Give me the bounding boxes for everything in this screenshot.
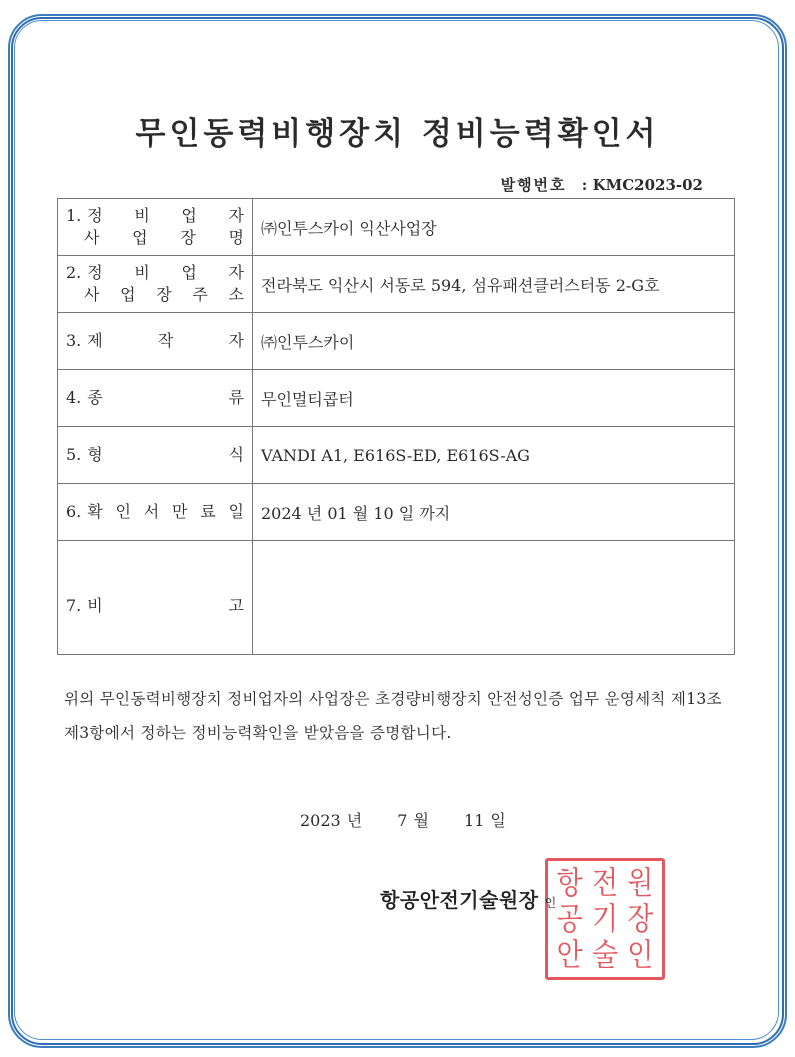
certificate-table: [57, 198, 735, 655]
issuer-name: 항공안전기술원장: [380, 888, 539, 912]
table-row-type: [58, 370, 735, 427]
issuer-signature: [380, 884, 557, 913]
seal-glyph: 안: [556, 937, 583, 973]
row-label: 3. 제 작 자: [58, 313, 253, 370]
seal-mark: 인: [544, 896, 557, 910]
seal-glyph: 항: [556, 865, 583, 901]
seal-glyph: 기: [591, 901, 619, 937]
issue-number-label: 발행번호: [500, 176, 567, 194]
issue-day: 11: [464, 811, 485, 830]
seal-glyph: 술: [591, 937, 619, 973]
document-title: 무인동력비행장치 정비능력확인서: [135, 116, 660, 152]
seal-glyph: 원: [627, 865, 654, 901]
row-label: 2. 정 비 업 자 사 업 장 주 소: [58, 256, 253, 313]
type-value: 무인멀티콥터: [253, 370, 735, 427]
issue-number-value: KMC2023-02: [592, 176, 703, 194]
seal-glyph: 공: [556, 901, 583, 937]
expiry-date-value: 2024 년 01 월 10 일 까지: [253, 484, 735, 541]
table-row-business-name: [58, 199, 735, 256]
issue-month: 7: [397, 811, 408, 830]
table-row-remarks: [58, 541, 735, 655]
table-row-business-address: [58, 256, 735, 313]
certification-statement: 위의 무인동력비행장치 정비업자의 사업장은 초경량비행장치 안전성인증 업무 운영세칙 제13조 제3항에서 정하는 정비능력확인을 받았음을 증명합니다.: [64, 690, 722, 742]
row-label: 5. 형 식: [58, 427, 253, 484]
seal-glyph: 전: [591, 865, 619, 901]
business-address-value: 전라북도 익산시 서동로 594, 섬유패션클러스터동 2-G호: [253, 256, 735, 313]
model-value: VANDI A1, E616S-ED, E616S-AG: [253, 427, 735, 484]
issue-date: 2023 년 7 월 11 일: [300, 811, 506, 830]
row-label: 7. 비 고: [58, 541, 253, 655]
table-row-model: [58, 427, 735, 484]
row-label: 1. 정 비 업 자 사 업 장 명: [58, 199, 253, 256]
official-seal-stamp: [545, 858, 665, 980]
table-row-manufacturer: [58, 313, 735, 370]
row-label: 6. 확 인 서 만 료 일: [58, 484, 253, 541]
issue-year: 2023: [300, 811, 341, 830]
manufacturer-value: ㈜인투스카이: [253, 313, 735, 370]
remarks-value: [253, 541, 735, 655]
business-name-value: ㈜인투스카이 익산사업장: [253, 199, 735, 256]
issue-number-separator: :: [581, 176, 588, 194]
seal-glyph: 인: [627, 937, 654, 973]
table-row-expiry-date: [58, 484, 735, 541]
seal-glyph: 장: [627, 901, 654, 937]
row-label: 4. 종 류: [58, 370, 253, 427]
issue-number: [501, 174, 703, 195]
